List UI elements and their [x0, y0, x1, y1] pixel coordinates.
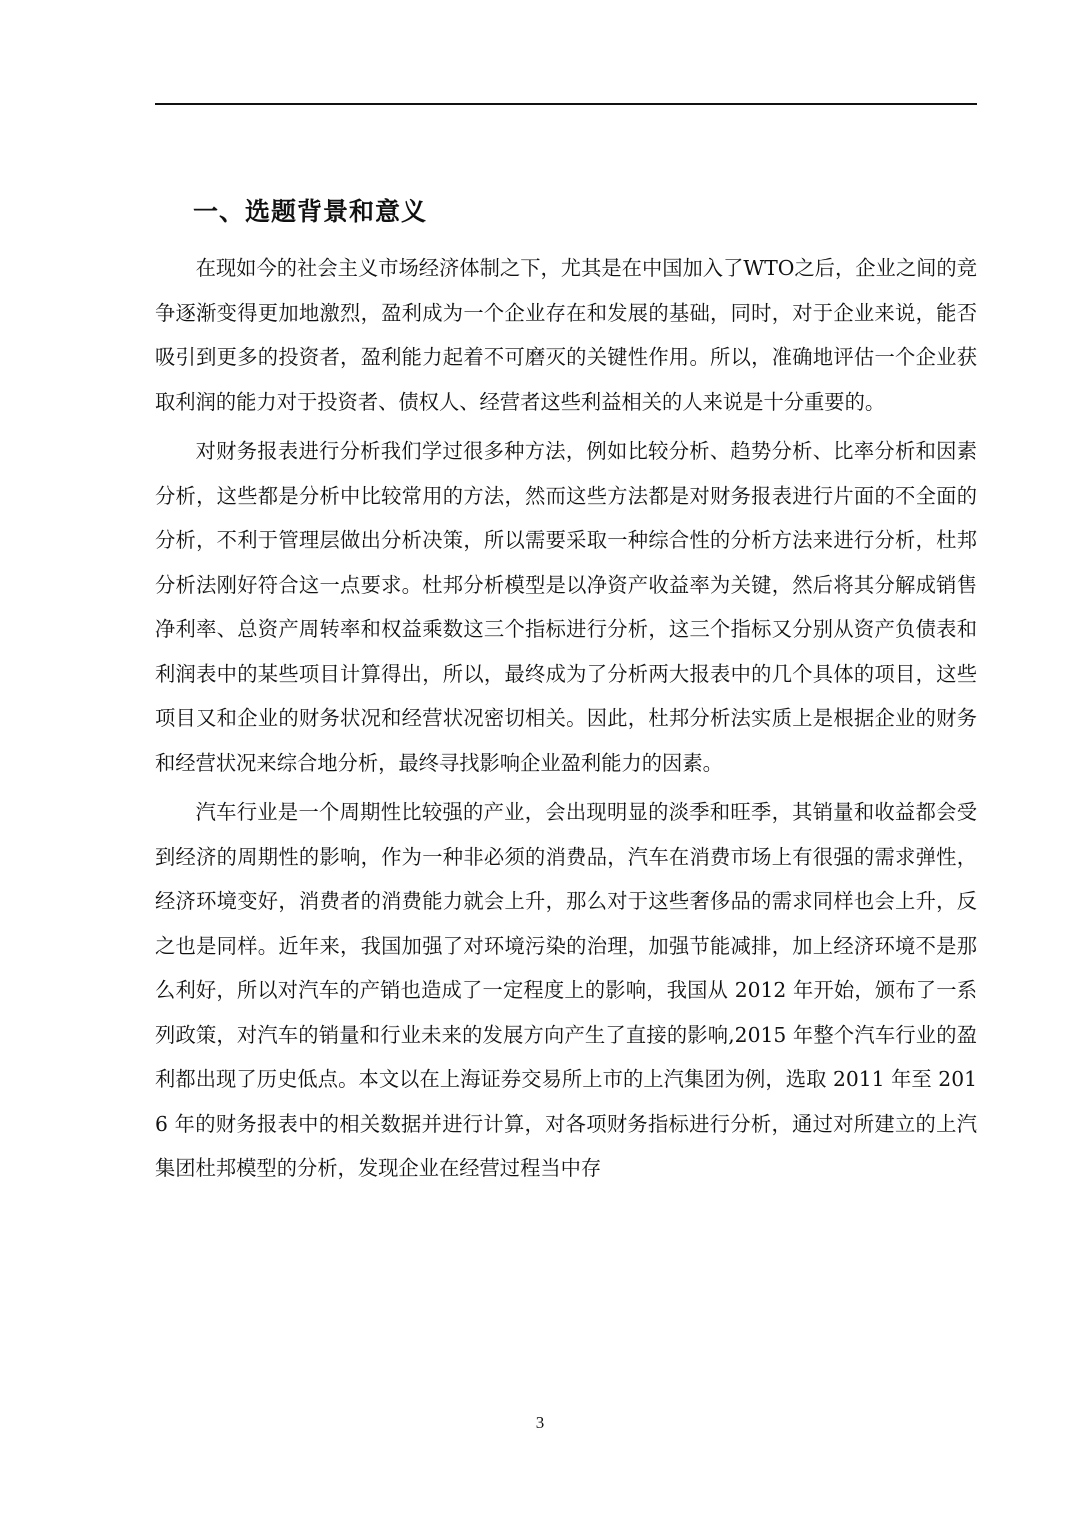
section-heading: 一、选题背景和意义: [193, 197, 428, 226]
paragraph-auto-industry: 汽车行业是一个周期性比较强的产业，会出现明显的淡季和旺季，其销量和收益都会受到经济的周期性的影响，作为一种非必须的消费品，汽车在消费市场上有很强的需求弹性，经济环境变好，消费者的消费能力就会上升，那么对于这些奢侈品的需求同样也会上升，反之也是同样。近年来，我国加强了对环境污染的治理，加强节能减排，加上经济环境不是那么利好，所以对汽车的产销也造成了一定程度上的影响，我国从 2012 年开始，颁布了一系列政策，对汽车的销量和行业未来的发展方向产生了直接的影响,2015 年整个汽车行业的盈利都出现了历史低点。本文以在上海证券交易所上市的上汽集团为例，选取 2011 年至 2016 年的财务报表中的相关数据并进行计算，对各项财务指标进行分析，通过对所建立的上汽集团杜邦模型的分析，发现企业在经营过程当中存: [155, 800, 977, 1180]
paragraph-background: 在现如今的社会主义市场经济体制之下，尤其是在中国加入了WTO之后，企业之间的竞争逐渐变得更加地激烈，盈利成为一个企业存在和发展的基础，同时，对于企业来说，能否吸引到更多的投资者，盈利能力起着不可磨灭的关键性作用。所以，准确地评估一个企业获取利润的能力对于投资者、债权人、经营者这些利益相关的人来说是十分重要的。: [155, 256, 977, 414]
page-body: [155, 190, 977, 1196]
header-rule: [155, 103, 977, 105]
page-number: 3: [535, 1413, 545, 1432]
paragraph-dupont-method: 对财务报表进行分析我们学过很多种方法，例如比较分析、趋势分析、比率分析和因素分析，这些都是分析中比较常用的方法，然而这些方法都是对财务报表进行片面的不全面的分析，不利于管理层做出分析决策，所以需要采取一种综合性的分析方法来进行分析，杜邦分析法刚好符合这一点要求。杜邦分析模型是以净资产收益率为关键，然后将其分解成销售净利率、总资产周转率和权益乘数这三个指标进行分析，这三个指标又分别从资产负债表和利润表中的某些项目计算得出，所以，最终成为了分析两大报表中的几个具体的项目，这些项目又和企业的财务状况和经营状况密切相关。因此，杜邦分析法实质上是根据企业的财务和经营状况来综合地分析，最终寻找影响企业盈利能力的因素。: [155, 439, 977, 775]
